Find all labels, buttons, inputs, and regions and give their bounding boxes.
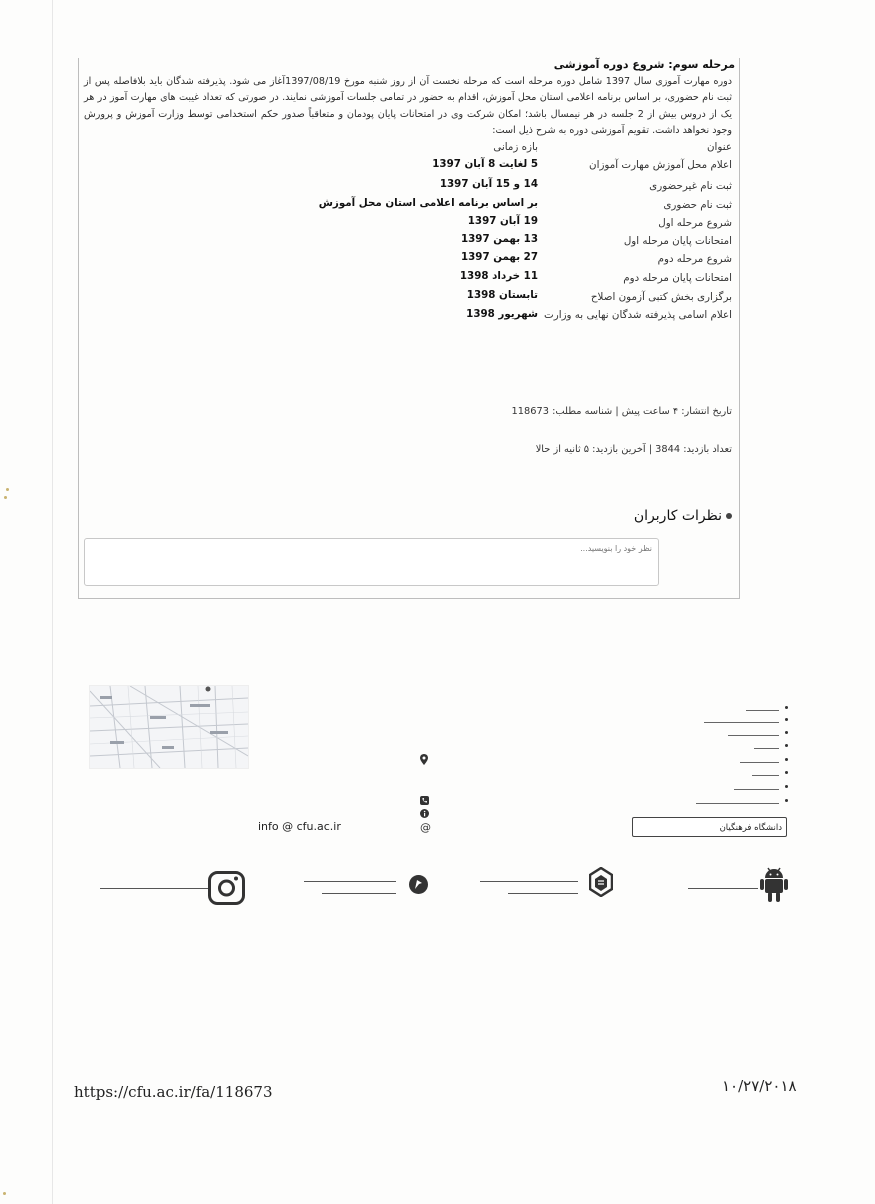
schedule-row-title: اعلام محل آموزش مهارت آموزان xyxy=(589,159,732,171)
instagram-icon[interactable] xyxy=(208,871,245,909)
comment-bullet-icon xyxy=(726,513,732,519)
android-icon[interactable] xyxy=(760,865,788,907)
schedule-row-title: ثبت نام غیرحضوری xyxy=(649,180,732,192)
footer-link-line[interactable] xyxy=(696,803,779,804)
footer-bullet xyxy=(785,706,788,709)
schedule-header-period: بازه زمانی xyxy=(493,141,538,153)
location-pin-icon xyxy=(420,754,428,768)
scan-speck xyxy=(4,496,7,499)
schedule-row-title: امتحانات پایان مرحله اول xyxy=(623,235,732,247)
map-drawing xyxy=(90,686,248,768)
footer-bullet xyxy=(785,785,788,788)
schedule-row-title: ثبت نام حضوری xyxy=(663,199,732,211)
footer-link-line[interactable] xyxy=(704,722,779,723)
social-line xyxy=(688,888,758,889)
section-title: مرحله سوم: شروع دوره آموزشی xyxy=(553,58,735,71)
footer-bullet xyxy=(785,718,788,721)
social-line xyxy=(480,881,578,882)
footer-bullet xyxy=(785,744,788,747)
schedule-row-title: برگزاری بخش کتبی آزمون اصلاح xyxy=(590,291,732,303)
print-date: ۱۰/۲۷/۲۰۱۸ xyxy=(722,1077,797,1095)
footer-bullet xyxy=(785,771,788,774)
footer-bullet xyxy=(785,731,788,734)
schedule-row-period: 14 و 15 آبان 1397 xyxy=(439,178,538,190)
footer-link-line[interactable] xyxy=(740,762,779,763)
footer-bullet xyxy=(785,758,788,761)
at-sign-icon: @ xyxy=(420,821,431,834)
app-logo-icon[interactable] xyxy=(589,867,613,901)
schedule-header-title: عنوان xyxy=(707,141,732,153)
comment-box[interactable] xyxy=(84,538,659,586)
schedule-row-title: شروع مرحله اول xyxy=(658,217,732,229)
contact-email[interactable]: info @ cfu.ac.ir xyxy=(258,820,341,833)
footer-bullet xyxy=(785,799,788,802)
footer-link-line[interactable] xyxy=(728,735,779,736)
phone-icon xyxy=(420,796,429,808)
schedule-row-period: 13 بهمن 1397 xyxy=(460,233,538,245)
footer-map[interactable] xyxy=(89,685,249,769)
social-line xyxy=(100,888,210,889)
social-line xyxy=(508,893,578,894)
scan-speck xyxy=(3,1192,6,1195)
schedule-row-period: 27 بهمن 1397 xyxy=(460,251,538,263)
footer-link-line[interactable] xyxy=(752,775,779,776)
footer-link-line[interactable] xyxy=(734,789,779,790)
publish-info: تاریخ انتشار: ۴ ساعت پیش | شناسه مطلب: 118673 xyxy=(511,406,732,417)
schedule-row-period: 11 خرداد 1398 xyxy=(459,270,538,282)
comments-title xyxy=(634,508,732,524)
schedule-row-period: 5 لغایت 8 آبان 1397 xyxy=(432,158,538,170)
schedule-row-period: بر اساس برنامه اعلامی استان محل آموزش xyxy=(318,197,538,209)
comments-title-text: نظرات کاربران xyxy=(633,508,722,524)
footer-link-line[interactable] xyxy=(746,710,779,711)
social-line xyxy=(304,881,396,882)
visit-info: تعداد بازدید: 3844 | آخرین بازدید: ۵ ثانیه از حالا xyxy=(535,444,732,455)
messenger-icon[interactable] xyxy=(408,874,429,899)
print-url: https://cfu.ac.ir/fa/118673 xyxy=(74,1083,273,1101)
schedule-row-period: شهریور 1398 xyxy=(466,308,538,320)
schedule-row-period: 19 آبان 1397 xyxy=(467,215,538,227)
schedule-row-title: امتحانات پایان مرحله دوم xyxy=(623,272,732,284)
article-intro: دوره مهارت آموزی سال 1397 شامل دوره مرحله است که مرحله نخست آن از روز شنبه مورخ 1397/08/19آغاز می شود. پذیرفته شدگان باید بلافاصله پس از ثبت نام حضوری، بر اساس برنامه اعلامی استان محل آموزش، اقدام به حضور در تمامی جلسات آموزشی نمایند. در صورتی که تعداد غیبت های مهارت آموز در هر یک از دروس بیش از 2 جلسه در هر نیمسال باشد؛ امکان شرکت وی در امتحانات پایان پودمان و متعاقباً صدور حکم استخدامی توسط وزارت آموزش و پرورش وجود نخواهد داشت. تقویم آموزشی دوره به شرح ذیل است: xyxy=(84,76,733,136)
schedule-row-title: شروع مرحله دوم xyxy=(657,253,732,265)
page-edge-line xyxy=(52,0,53,1204)
schedule-row-period: تابستان 1398 xyxy=(466,289,538,301)
info-icon xyxy=(420,809,429,821)
comment-input[interactable] xyxy=(90,543,654,554)
university-name-box[interactable]: دانشگاه فرهنگیان xyxy=(632,817,787,837)
footer-link-line[interactable] xyxy=(754,748,779,749)
scan-speck xyxy=(6,488,9,491)
schedule-row-title: اعلام اسامی پذیرفته شدگان نهایی به وزارت xyxy=(544,309,732,321)
social-line xyxy=(322,893,396,894)
